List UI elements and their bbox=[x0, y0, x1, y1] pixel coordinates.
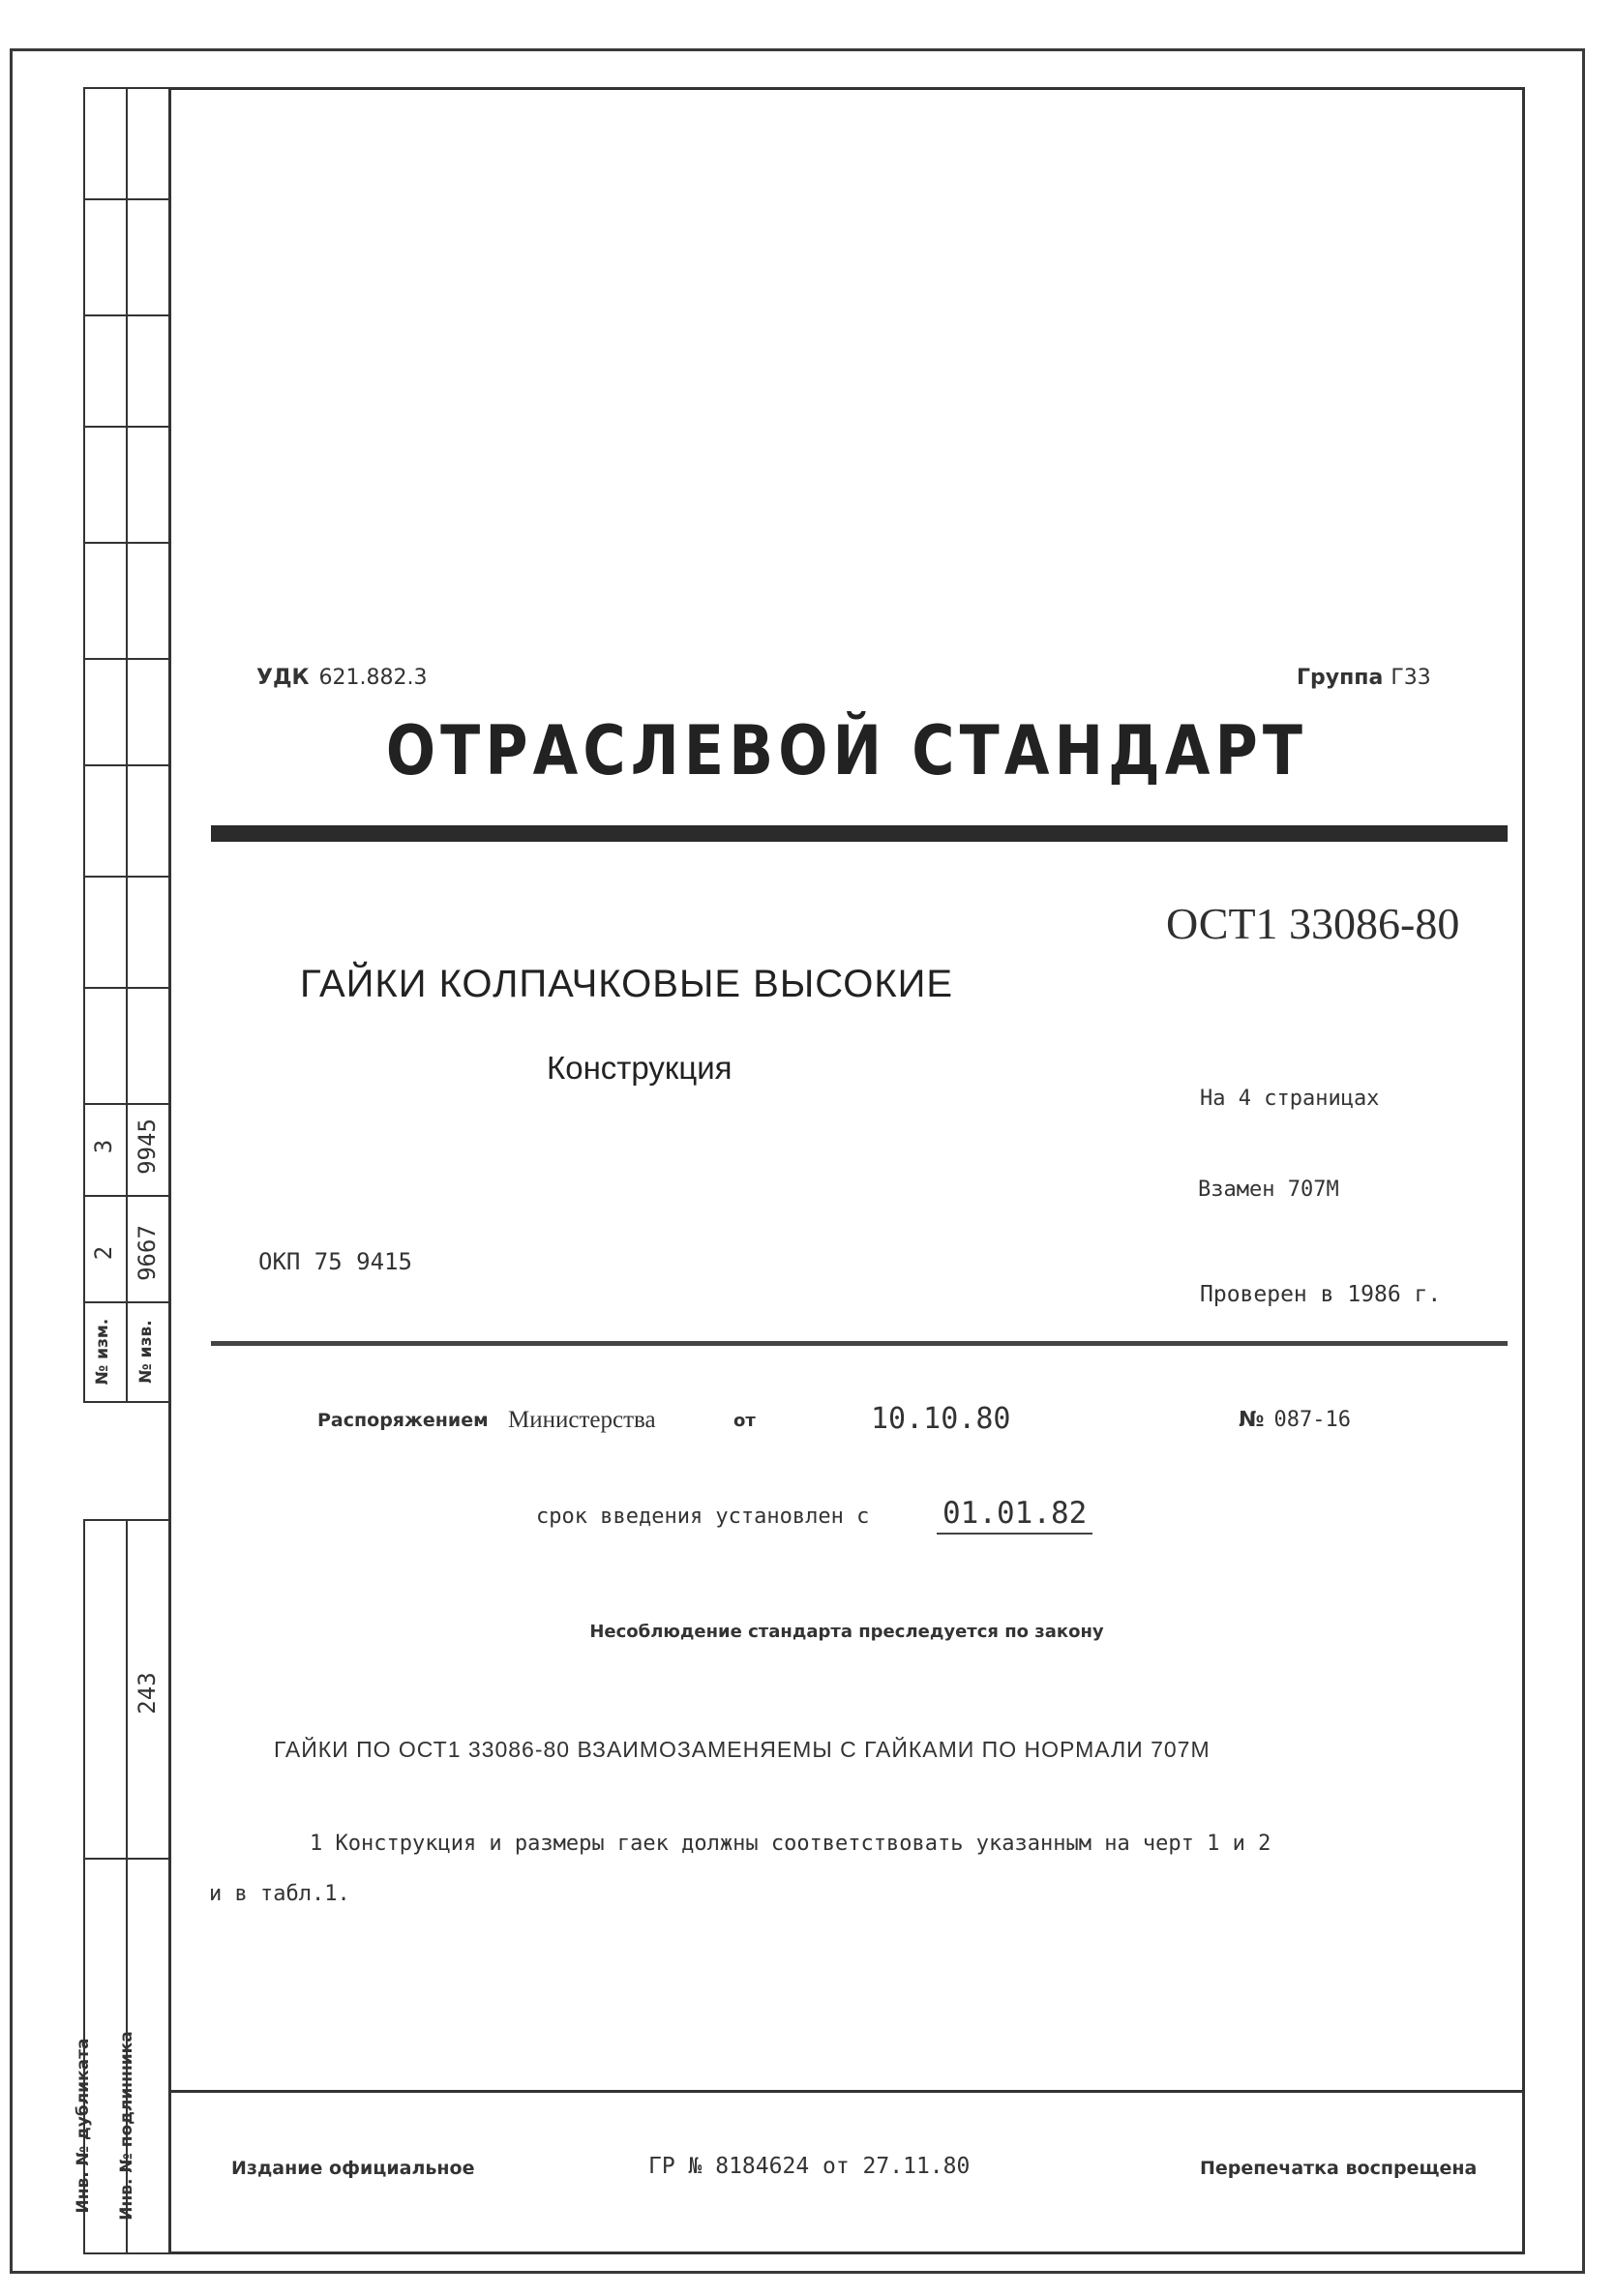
order-from-label: от bbox=[733, 1411, 756, 1431]
group-line bbox=[1297, 666, 1431, 690]
title-rule bbox=[211, 825, 1508, 842]
registration-number: ГР № 8184624 от 27.11.80 bbox=[648, 2154, 971, 2179]
law-notice: Несоблюдение стандарта преследуется по закону bbox=[589, 1622, 1104, 1642]
interchangeability-statement: ГАЙКИ ПО ОСТ1 33086-80 ВЗАИМОЗАМЕНЯЕМЫ С ГАЙКАМИ ПО НОРМАЛИ 707М bbox=[274, 1737, 1211, 1762]
order-number-line bbox=[1239, 1408, 1351, 1432]
change-number-2: 2 bbox=[90, 1245, 117, 1261]
main-title: ОТРАСЛЕВОЙ СТАНДАРТ bbox=[385, 711, 1308, 790]
section-rule bbox=[211, 1341, 1508, 1346]
number-sign: № bbox=[1239, 1408, 1265, 1432]
page-inner-frame bbox=[168, 87, 1525, 2254]
group-label: Группа bbox=[1297, 666, 1384, 690]
introduction-date: 01.01.82 bbox=[937, 1496, 1092, 1535]
udk-value: 621.882.3 bbox=[318, 666, 428, 690]
side-stamp-divider bbox=[126, 87, 128, 1403]
duplicate-label: Инв. № дубликата bbox=[74, 2038, 93, 2214]
order-date: 10.10.80 bbox=[871, 1402, 1011, 1436]
official-edition: Издание официальное bbox=[231, 2158, 475, 2179]
notice-label: № изв. bbox=[136, 1320, 156, 1384]
change-number-3: 3 bbox=[90, 1139, 117, 1154]
notice-number-9667: 9667 bbox=[134, 1225, 161, 1281]
replaces-info: Взамен 707М bbox=[1198, 1178, 1339, 1202]
group-value: Г33 bbox=[1391, 666, 1431, 690]
udk-line bbox=[256, 666, 428, 690]
order-label: Распоряжением bbox=[317, 1410, 489, 1431]
duplicate-number: 243 bbox=[134, 1672, 161, 1715]
pages-info: На 4 страницах bbox=[1200, 1087, 1380, 1111]
notice-number-9945: 9945 bbox=[134, 1118, 161, 1175]
checked-info: Проверен в 1986 г. bbox=[1200, 1282, 1442, 1307]
document-title: ГАЙКИ КОЛПАЧКОВЫЕ ВЫСОКИЕ bbox=[300, 963, 954, 1005]
document-subtitle: Конструкция bbox=[547, 1050, 733, 1086]
paragraph-1-line-2: и в табл.1. bbox=[209, 1882, 350, 1906]
udk-label: УДК bbox=[256, 666, 310, 690]
introduction-label: срок введения установлен с bbox=[536, 1505, 870, 1529]
change-label: № изм. bbox=[93, 1318, 112, 1386]
okp-code: ОКП 75 9415 bbox=[258, 1248, 412, 1275]
standard-code: ОСТ1 33086-80 bbox=[1166, 899, 1460, 948]
original-label: Инв. № подлинника bbox=[117, 2031, 136, 2221]
reprint-notice: Перепечатка воспрещена bbox=[1200, 2158, 1478, 2179]
ministry-label: Министерства bbox=[508, 1407, 656, 1433]
footer-rule bbox=[168, 2090, 1525, 2093]
order-number: 087-16 bbox=[1273, 1408, 1351, 1432]
paragraph-1-line-1: 1 Конструкция и размеры гаек должны соответствовать указанным на черт 1 и 2 bbox=[310, 1832, 1271, 1856]
